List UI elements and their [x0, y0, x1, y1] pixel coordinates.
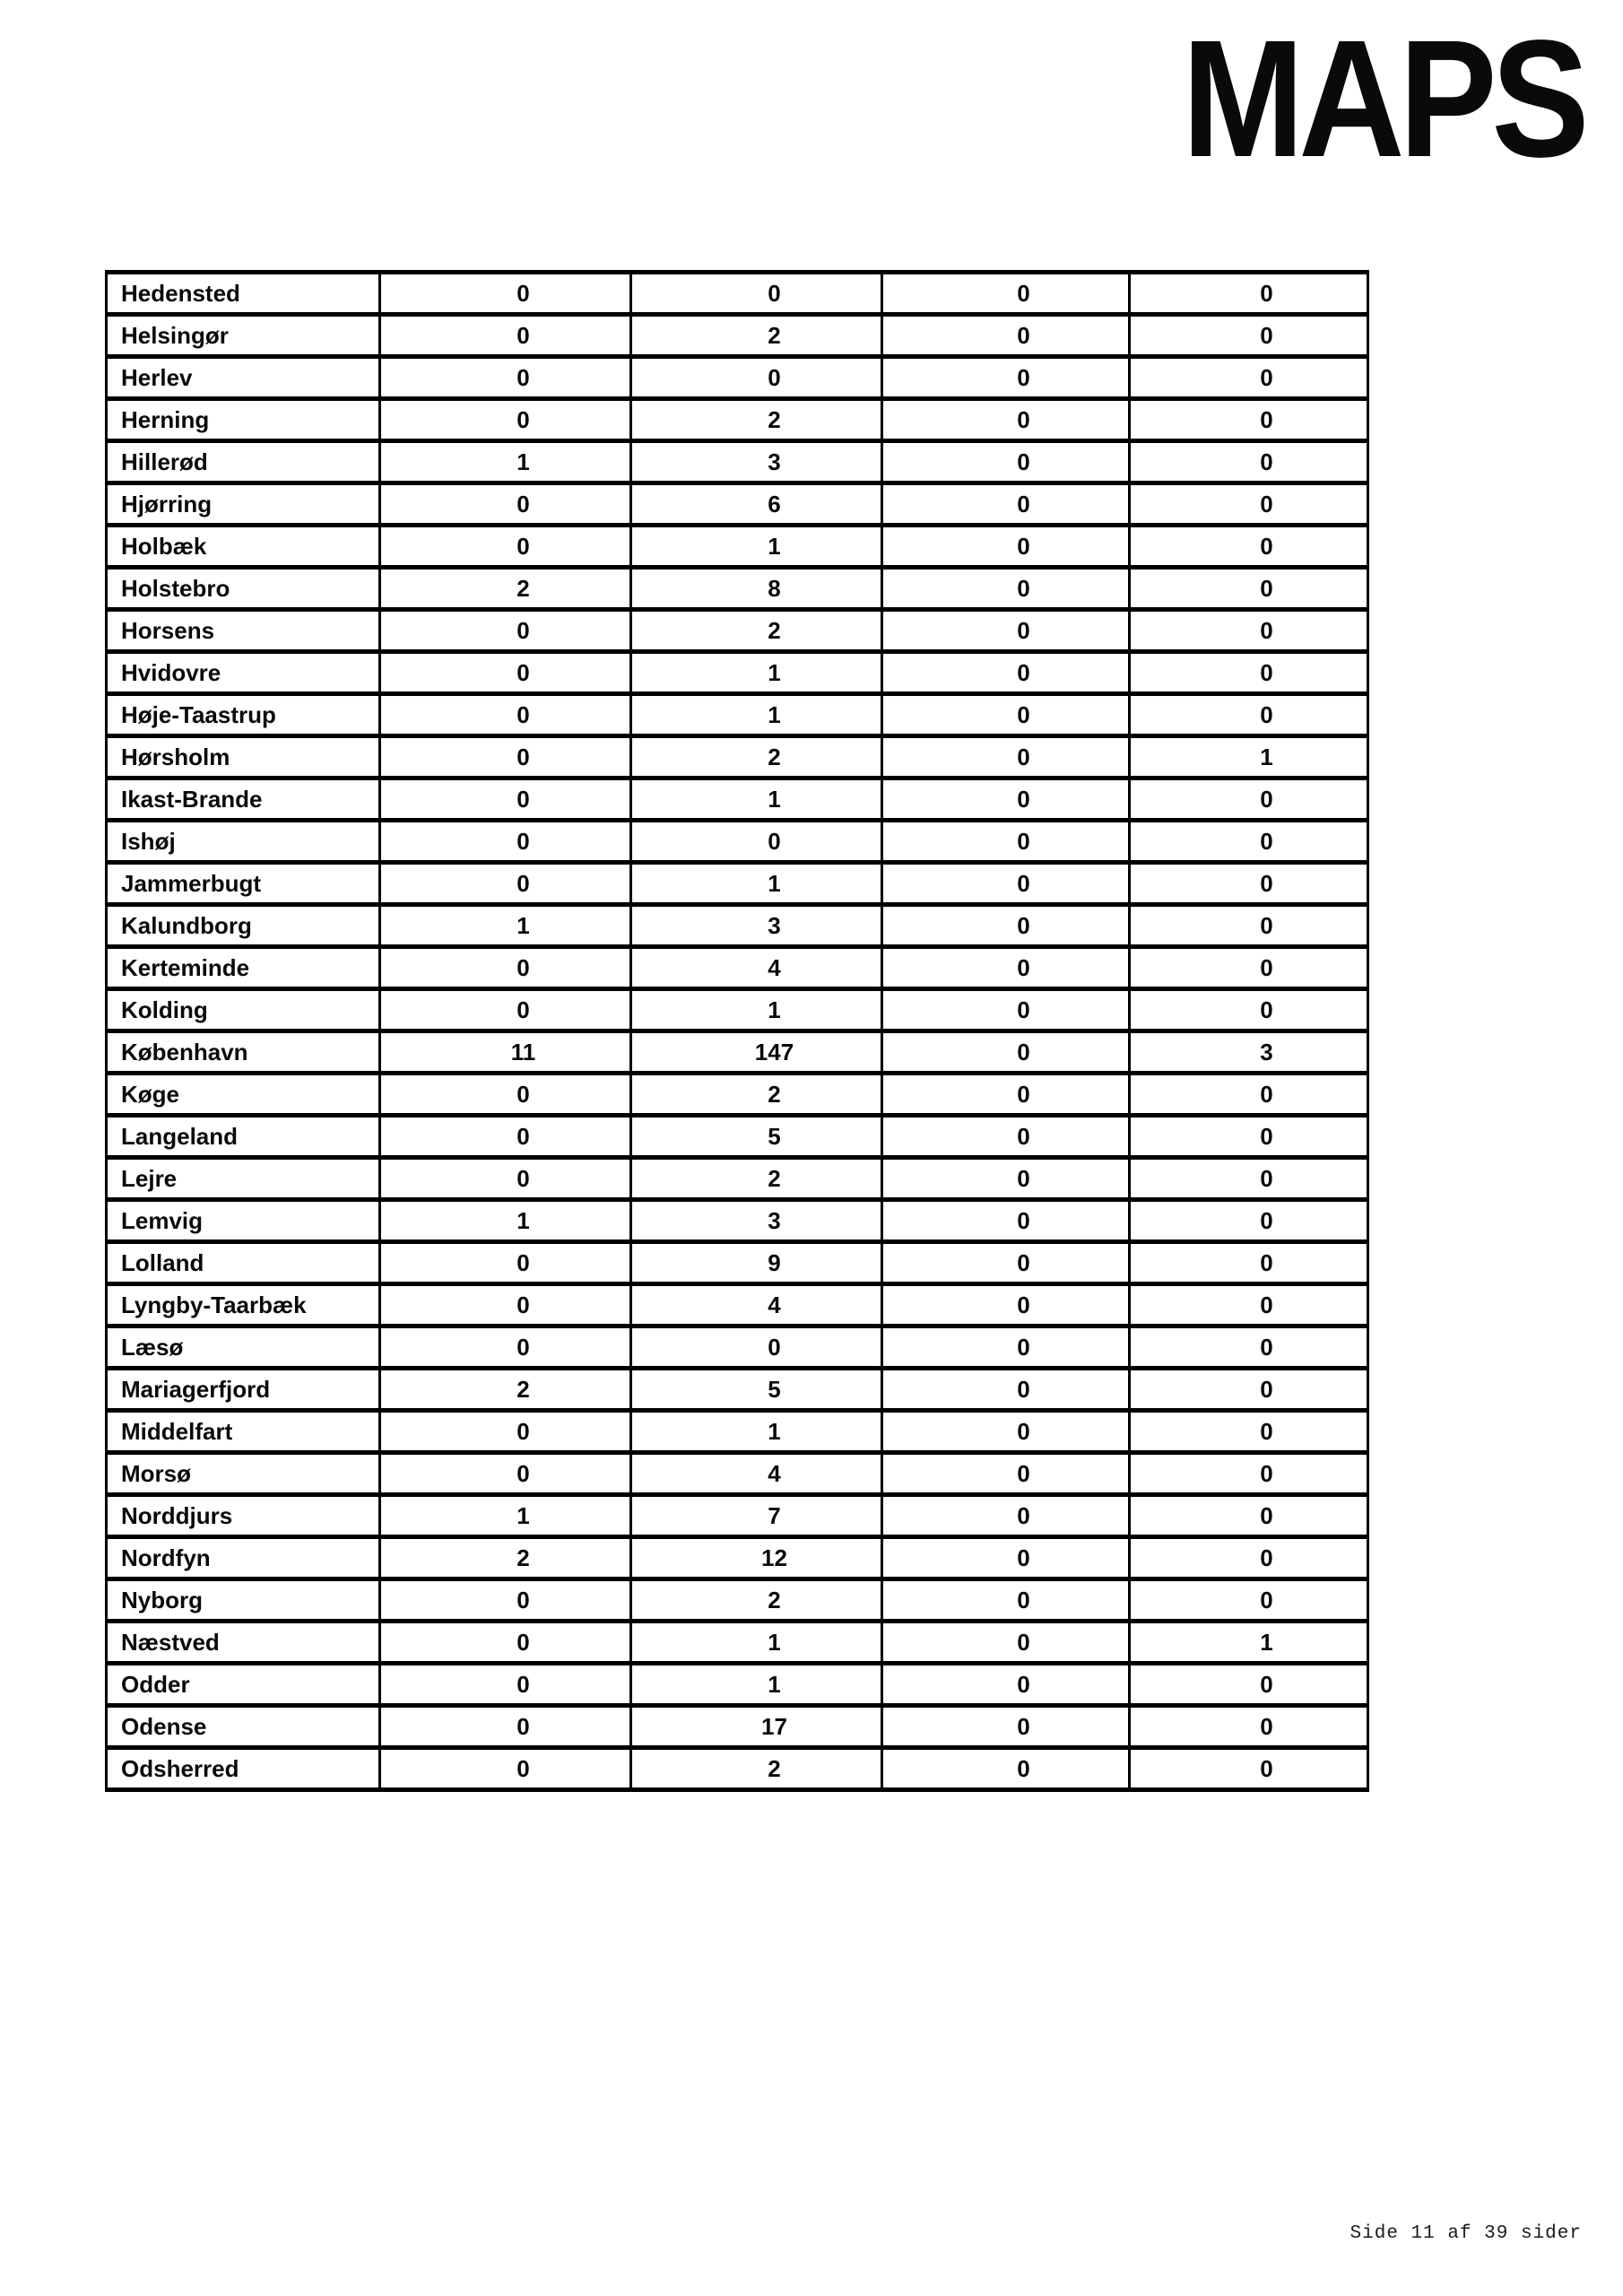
- table-body: [107, 273, 1368, 1790]
- value-cell: 0: [631, 1326, 882, 1369]
- municipality-cell: Hvidovre: [107, 652, 380, 694]
- maps-logo: MAPS: [1181, 6, 1584, 192]
- table-row: [107, 821, 1368, 863]
- value-cell: 1: [631, 694, 882, 736]
- value-cell: 0: [882, 357, 1130, 399]
- value-cell: 1: [631, 526, 882, 568]
- value-cell: 0: [380, 1622, 631, 1664]
- municipality-cell: Høje-Taastrup: [107, 694, 380, 736]
- value-cell: 2: [631, 736, 882, 778]
- municipality-cell: Norddjurs: [107, 1495, 380, 1537]
- value-cell: 0: [380, 1158, 631, 1200]
- value-cell: 0: [882, 694, 1130, 736]
- value-cell: 0: [380, 736, 631, 778]
- table-row: [107, 1537, 1368, 1579]
- municipality-cell: Helsingør: [107, 315, 380, 357]
- value-cell: 0: [1130, 1074, 1368, 1116]
- value-cell: 2: [631, 399, 882, 441]
- value-cell: 3: [631, 441, 882, 483]
- value-cell: 0: [1130, 694, 1368, 736]
- municipality-cell: København: [107, 1031, 380, 1074]
- value-cell: 0: [882, 736, 1130, 778]
- value-cell: 7: [631, 1495, 882, 1537]
- value-cell: 0: [1130, 821, 1368, 863]
- municipality-cell: Hedensted: [107, 273, 380, 315]
- value-cell: 0: [1130, 399, 1368, 441]
- page-number-footer: Side 11 af 39 sider: [1350, 2223, 1582, 2244]
- value-cell: 0: [380, 989, 631, 1031]
- value-cell: 0: [380, 1284, 631, 1326]
- table-row: [107, 441, 1368, 483]
- value-cell: 0: [882, 568, 1130, 610]
- value-cell: 5: [631, 1116, 882, 1158]
- value-cell: 0: [380, 947, 631, 989]
- value-cell: 6: [631, 483, 882, 526]
- value-cell: 8: [631, 568, 882, 610]
- table-row: [107, 694, 1368, 736]
- value-cell: 2: [380, 568, 631, 610]
- value-cell: 0: [380, 1074, 631, 1116]
- value-cell: 0: [882, 273, 1130, 315]
- value-cell: 0: [380, 1453, 631, 1495]
- value-cell: 0: [1130, 1664, 1368, 1706]
- municipality-cell: Herning: [107, 399, 380, 441]
- value-cell: 0: [380, 315, 631, 357]
- value-cell: 0: [882, 778, 1130, 821]
- value-cell: 2: [631, 1158, 882, 1200]
- value-cell: 0: [882, 947, 1130, 989]
- value-cell: 0: [1130, 1116, 1368, 1158]
- table-row: [107, 1579, 1368, 1622]
- value-cell: 0: [882, 1537, 1130, 1579]
- table-row: [107, 736, 1368, 778]
- municipality-cell: Herlev: [107, 357, 380, 399]
- value-cell: 0: [380, 863, 631, 905]
- municipality-cell: Mariagerfjord: [107, 1369, 380, 1411]
- municipality-cell: Ikast-Brande: [107, 778, 380, 821]
- value-cell: 0: [631, 821, 882, 863]
- table-row: [107, 357, 1368, 399]
- municipality-cell: Lejre: [107, 1158, 380, 1200]
- value-cell: 2: [631, 1074, 882, 1116]
- value-cell: 0: [1130, 526, 1368, 568]
- value-cell: 0: [882, 1748, 1130, 1790]
- value-cell: 0: [1130, 1200, 1368, 1242]
- value-cell: 0: [380, 778, 631, 821]
- value-cell: 0: [1130, 441, 1368, 483]
- table-row: [107, 905, 1368, 947]
- value-cell: 0: [882, 863, 1130, 905]
- municipality-cell: Lemvig: [107, 1200, 380, 1242]
- table-row: [107, 1453, 1368, 1495]
- table-row: [107, 1326, 1368, 1369]
- value-cell: 0: [1130, 357, 1368, 399]
- value-cell: 0: [1130, 1284, 1368, 1326]
- value-cell: 0: [1130, 652, 1368, 694]
- value-cell: 2: [631, 1748, 882, 1790]
- municipality-cell: Læsø: [107, 1326, 380, 1369]
- value-cell: 0: [380, 821, 631, 863]
- value-cell: 2: [631, 315, 882, 357]
- value-cell: 17: [631, 1706, 882, 1748]
- value-cell: 0: [882, 399, 1130, 441]
- municipality-cell: Ishøj: [107, 821, 380, 863]
- table-row: [107, 568, 1368, 610]
- municipality-cell: Middelfart: [107, 1411, 380, 1453]
- value-cell: 1: [631, 652, 882, 694]
- table-row: [107, 1200, 1368, 1242]
- value-cell: 0: [380, 357, 631, 399]
- table-row: [107, 1706, 1368, 1748]
- value-cell: 0: [380, 610, 631, 652]
- municipality-cell: Kerteminde: [107, 947, 380, 989]
- municipality-cell: Odsherred: [107, 1748, 380, 1790]
- municipality-cell: Nordfyn: [107, 1537, 380, 1579]
- value-cell: 0: [882, 1411, 1130, 1453]
- value-cell: 4: [631, 947, 882, 989]
- value-cell: 0: [380, 1748, 631, 1790]
- value-cell: 12: [631, 1537, 882, 1579]
- value-cell: 0: [1130, 905, 1368, 947]
- value-cell: 4: [631, 1453, 882, 1495]
- table-row: [107, 1031, 1368, 1074]
- value-cell: 3: [1130, 1031, 1368, 1074]
- value-cell: 0: [380, 1242, 631, 1284]
- value-cell: 0: [882, 1495, 1130, 1537]
- value-cell: 1: [380, 1495, 631, 1537]
- value-cell: 0: [380, 1326, 631, 1369]
- table-row: [107, 778, 1368, 821]
- value-cell: 0: [882, 1031, 1130, 1074]
- value-cell: 0: [882, 1706, 1130, 1748]
- value-cell: 0: [380, 1579, 631, 1622]
- municipality-cell: Kolding: [107, 989, 380, 1031]
- table-row: [107, 1369, 1368, 1411]
- value-cell: 1: [1130, 1622, 1368, 1664]
- value-cell: 1: [1130, 736, 1368, 778]
- value-cell: 0: [882, 989, 1130, 1031]
- value-cell: 0: [882, 1664, 1130, 1706]
- value-cell: 0: [1130, 1537, 1368, 1579]
- value-cell: 11: [380, 1031, 631, 1074]
- table-row: [107, 315, 1368, 357]
- municipality-cell: Holstebro: [107, 568, 380, 610]
- value-cell: 0: [882, 652, 1130, 694]
- value-cell: 0: [380, 483, 631, 526]
- value-cell: 0: [1130, 778, 1368, 821]
- value-cell: 2: [631, 610, 882, 652]
- value-cell: 0: [882, 1326, 1130, 1369]
- value-cell: 1: [631, 863, 882, 905]
- value-cell: 0: [882, 1116, 1130, 1158]
- table-row: [107, 989, 1368, 1031]
- value-cell: 0: [1130, 1326, 1368, 1369]
- table-row: [107, 1411, 1368, 1453]
- municipality-cell: Lyngby-Taarbæk: [107, 1284, 380, 1326]
- value-cell: 2: [631, 1579, 882, 1622]
- value-cell: 0: [882, 526, 1130, 568]
- table-row: [107, 1664, 1368, 1706]
- value-cell: 3: [631, 1200, 882, 1242]
- municipality-cell: Næstved: [107, 1622, 380, 1664]
- municipality-cell: Holbæk: [107, 526, 380, 568]
- value-cell: 1: [631, 1411, 882, 1453]
- value-cell: 0: [1130, 1748, 1368, 1790]
- value-cell: 5: [631, 1369, 882, 1411]
- value-cell: 0: [1130, 947, 1368, 989]
- municipality-cell: Hillerød: [107, 441, 380, 483]
- table-row: [107, 1116, 1368, 1158]
- value-cell: 2: [380, 1537, 631, 1579]
- municipality-cell: Morsø: [107, 1453, 380, 1495]
- value-cell: 0: [631, 273, 882, 315]
- value-cell: 1: [380, 905, 631, 947]
- value-cell: 1: [631, 778, 882, 821]
- table-row: [107, 1284, 1368, 1326]
- table-row: [107, 483, 1368, 526]
- value-cell: 0: [882, 1242, 1130, 1284]
- municipality-cell: Odense: [107, 1706, 380, 1748]
- municipality-cell: Lolland: [107, 1242, 380, 1284]
- value-cell: 0: [380, 694, 631, 736]
- value-cell: 0: [380, 1116, 631, 1158]
- value-cell: 1: [631, 1622, 882, 1664]
- value-cell: 0: [1130, 610, 1368, 652]
- value-cell: 0: [380, 1411, 631, 1453]
- value-cell: 3: [631, 905, 882, 947]
- value-cell: 0: [882, 821, 1130, 863]
- value-cell: 0: [380, 526, 631, 568]
- value-cell: 9: [631, 1242, 882, 1284]
- value-cell: 0: [380, 1706, 631, 1748]
- table-row: [107, 1748, 1368, 1790]
- municipality-cell: Odder: [107, 1664, 380, 1706]
- value-cell: 0: [1130, 273, 1368, 315]
- value-cell: 0: [380, 399, 631, 441]
- value-cell: 0: [882, 1622, 1130, 1664]
- table-row: [107, 652, 1368, 694]
- table-row: [107, 1622, 1368, 1664]
- municipality-cell: Hjørring: [107, 483, 380, 526]
- municipality-cell: Køge: [107, 1074, 380, 1116]
- value-cell: 0: [882, 1453, 1130, 1495]
- value-cell: 0: [882, 905, 1130, 947]
- municipality-cell: Hørsholm: [107, 736, 380, 778]
- value-cell: 0: [1130, 1369, 1368, 1411]
- value-cell: 1: [631, 1664, 882, 1706]
- table-row: [107, 526, 1368, 568]
- value-cell: 0: [1130, 1411, 1368, 1453]
- value-cell: 4: [631, 1284, 882, 1326]
- value-cell: 0: [882, 1284, 1130, 1326]
- table-row: [107, 1242, 1368, 1284]
- table-row: [107, 863, 1368, 905]
- value-cell: 1: [631, 989, 882, 1031]
- value-cell: 0: [631, 357, 882, 399]
- value-cell: 0: [1130, 315, 1368, 357]
- value-cell: 0: [1130, 1158, 1368, 1200]
- value-cell: 0: [1130, 1453, 1368, 1495]
- value-cell: 0: [882, 1369, 1130, 1411]
- value-cell: 0: [1130, 1242, 1368, 1284]
- value-cell: 0: [1130, 1579, 1368, 1622]
- value-cell: 0: [1130, 989, 1368, 1031]
- table-row: [107, 1158, 1368, 1200]
- table-row: [107, 1074, 1368, 1116]
- value-cell: 0: [882, 315, 1130, 357]
- value-cell: 0: [882, 1200, 1130, 1242]
- table-row: [107, 1495, 1368, 1537]
- value-cell: 1: [380, 1200, 631, 1242]
- value-cell: 0: [882, 483, 1130, 526]
- value-cell: 0: [882, 1158, 1130, 1200]
- municipality-cell: Kalundborg: [107, 905, 380, 947]
- value-cell: 2: [380, 1369, 631, 1411]
- table-row: [107, 399, 1368, 441]
- value-cell: 147: [631, 1031, 882, 1074]
- value-cell: 0: [882, 1579, 1130, 1622]
- municipality-cell: Nyborg: [107, 1579, 380, 1622]
- value-cell: 0: [1130, 863, 1368, 905]
- table-row: [107, 273, 1368, 315]
- municipalities-table: [105, 270, 1369, 1792]
- municipality-cell: Horsens: [107, 610, 380, 652]
- value-cell: 1: [380, 441, 631, 483]
- value-cell: 0: [1130, 483, 1368, 526]
- table-row: [107, 947, 1368, 989]
- municipality-cell: Jammerbugt: [107, 863, 380, 905]
- value-cell: 0: [882, 610, 1130, 652]
- value-cell: 0: [882, 441, 1130, 483]
- value-cell: 0: [380, 273, 631, 315]
- value-cell: 0: [1130, 1706, 1368, 1748]
- table-row: [107, 610, 1368, 652]
- value-cell: 0: [1130, 1495, 1368, 1537]
- value-cell: 0: [380, 1664, 631, 1706]
- value-cell: 0: [1130, 568, 1368, 610]
- municipality-cell: Langeland: [107, 1116, 380, 1158]
- value-cell: 0: [380, 652, 631, 694]
- value-cell: 0: [882, 1074, 1130, 1116]
